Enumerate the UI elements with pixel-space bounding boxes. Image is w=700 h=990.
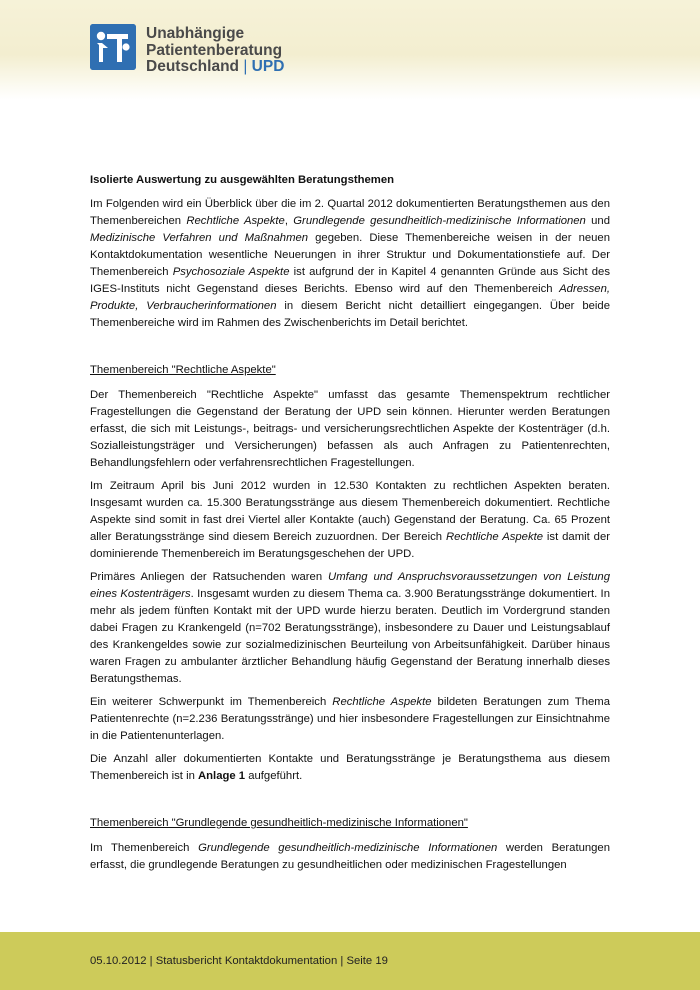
intro-paragraph [90, 196, 610, 332]
italic-run: Umfang und Anspruchsvoraussetzungen von Leistung eines Kostenträgers [90, 571, 610, 600]
italic-run: Adressen, Produkte, Verbraucherinformationen [90, 283, 610, 312]
text-run: Im Zeitraum April bis Juni 2012 wurden in 12.530 Kontakten zu rechtlichen Aspekten beraten. Insgesamt wurden ca. 15.300 Beratungsstränge aus diesem Themenbereich dokumentiert. Rechtliche Aspekte sind somit in fast drei Viertel aller Kontakte (auch) Gegenstand der Beratung. Ca. 65 Prozent aller Beratungsstränge sind diesem Bereich zuzuordnen. Der Bereich [90, 480, 610, 543]
section1-paragraph-3 [90, 569, 610, 688]
section-heading-grundlegende-informationen: Themenbereich "Grundlegende gesundheitlich-medizinische Informationen" [90, 817, 468, 829]
text-run: Ein weiterer Schwerpunkt im Themenbereich [90, 696, 333, 708]
text-run: . Insgesamt wurden zu diesem Thema ca. 3.900 Beratungsstränge dokumentiert. In mehr als jedem fünften Kontakt mit der UPD wurde hierzu beraten. Deutlich im Vordergrund standen dabei Fragen zu Krankengeld (n=702 Beratungsstränge), insbesondere zu Dauer und Leistungsablauf des Krankengeldes sowie zur sozialmedizinischen Beurteilung von Arbeitsunfähigkeit. Darüber hinaus waren Fragen zu ambulanter ärztlicher Behandlung häufig Gegenstand der Beratung innerhalb dieses Beratungsthemas. [90, 588, 610, 685]
logo-separator: | [243, 58, 248, 75]
italic-run: Rechtliche Aspekte [186, 215, 285, 227]
text-run: werden Beratungen erfasst, die grundlegende Beratungen zu gesundheitlichen oder medizinischen Fragestellungen [90, 842, 610, 871]
italic-run: Rechtliche Aspekte [332, 696, 432, 708]
text-run: gegeben. Diese Themenbereiche weisen in der neuen Kontaktdokumentation wesentliche Neuerungen in ihrer Struktur und Dokumentationstiefe auf. Der Themenbereich [90, 232, 610, 278]
text-run: Im Folgenden wird ein Überblick über die im 2. Quartal 2012 dokumentierten Beratungsthemen aus den Themenbereichen [90, 198, 610, 227]
text-run: und [585, 215, 610, 227]
text-run: ist damit der dominierende Themenbereich im Beratungsgeschehen der UPD. [90, 531, 610, 560]
section1-paragraph-5 [90, 751, 610, 785]
section1-paragraph-1: Der Themenbereich "Rechtliche Aspekte" umfasst das gesamte Themenspektrum rechtlicher Fragestellungen die Gegenstand der Beratung der UPD sein können. Hierunter werden Beratungen erfasst, die sich mit Leistungs-, beitrags- und versicherungsrechtlichen Aspekte der Kostenträger (d.h. Sozialleistungsträger und Versicherungen) befassen als auch Anfragen zu Patientenrechten, Behandlungsfehlern oder verfahrensrechtlichen Fragestellungen. [90, 389, 610, 469]
page-title: Isolierte Auswertung zu ausgewählten Beratungsthemen [90, 174, 395, 186]
document-body [90, 172, 610, 880]
text-run: Im Themenbereich [90, 842, 199, 854]
logo-upd: UPD [251, 58, 285, 75]
logo-line-2: Patientenberatung [146, 41, 283, 59]
person-icon [90, 24, 136, 70]
footer-text: 05.10.2012 | Statusbericht Kontaktdokumentation | Seite 19 [90, 955, 388, 967]
section2-paragraph-1 [90, 840, 610, 874]
text-run: in diesem Bericht nicht detailliert eingegangen. Über beide Themenbereiche wird im Rahmen des Zwischenberichts im Detail berichtet. [90, 300, 610, 329]
italic-run: Medizinische Verfahren und Maßnahmen [90, 232, 309, 244]
logo-line-3a: Deutschland [146, 58, 240, 75]
section1-paragraph-4 [90, 694, 610, 745]
text-run: aufgeführt. [245, 770, 303, 782]
upd-logo-text [146, 26, 284, 76]
section-heading-rechtliche-aspekte: Themenbereich "Rechtliche Aspekte" [90, 364, 276, 376]
italic-run: Grundlegende gesundheitlich-medizinische Informationen [198, 842, 498, 854]
section1-paragraph-2 [90, 478, 610, 563]
logo-line-1: Unabhängige [146, 25, 245, 42]
logo-line-3 [146, 59, 284, 76]
text-run: bildeten Beratungen zum Thema Patientenrechte (n=2.236 Beratungsstränge) und hier insbesondere Fragestellungen zur Einsichtnahme in die Patientenunterlagen. [90, 696, 610, 742]
italic-run: Psychosoziale Aspekte [172, 266, 290, 278]
upd-logo-icon [90, 24, 136, 70]
text-run: Die Anzahl aller dokumentierten Kontakte und Beratungsstränge je Beratungsthema aus diesem Themenbereich ist in [90, 753, 610, 782]
bold-run: Anlage 1 [198, 770, 246, 782]
text-run: Primäres Anliegen der Ratsuchenden waren [90, 571, 329, 583]
upd-logo [90, 24, 284, 76]
italic-run: Rechtliche Aspekte [445, 531, 544, 543]
italic-run: Grundlegende gesundheitlich-medizinische Informationen [293, 215, 586, 227]
text-run: ist aufgrund der in Kapitel 4 genannten Gründe aus Sicht des IGES-Instituts nicht Gegenstand dieses Berichts. Ebenso wird auf den Themenbereich [90, 266, 610, 295]
text-run: , [284, 215, 294, 227]
